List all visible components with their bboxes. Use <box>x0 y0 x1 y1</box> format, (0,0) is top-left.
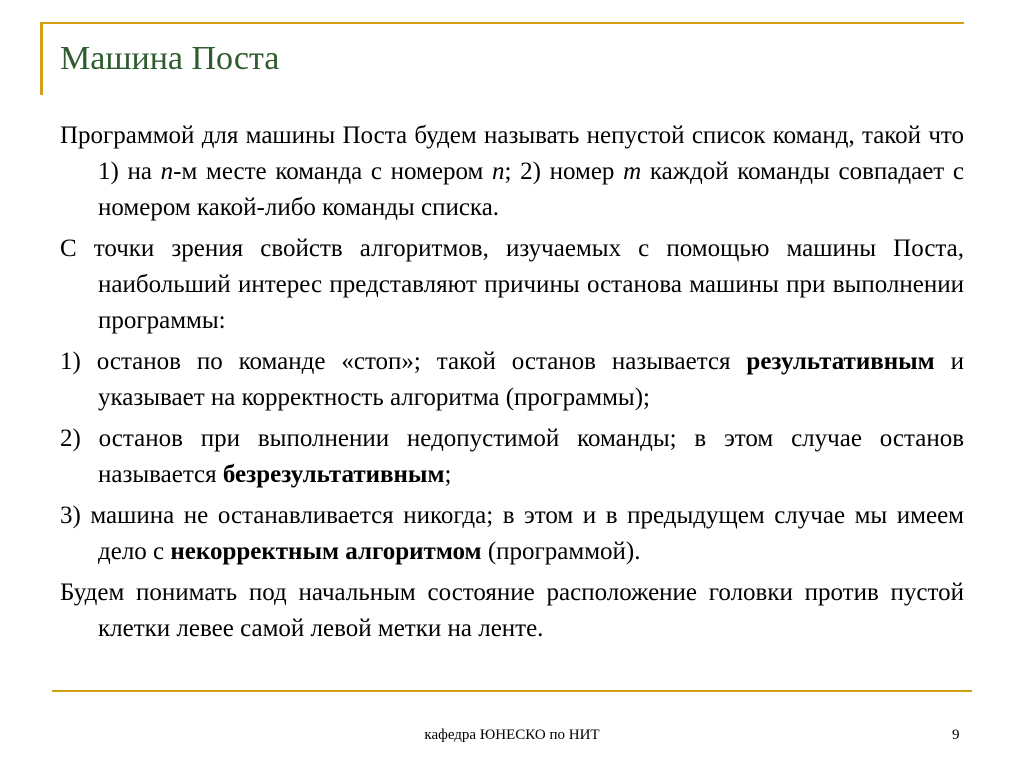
slide-body <box>60 118 964 652</box>
paragraph-text: ; 2) номер <box>504 158 624 185</box>
paragraph-text: Программой для машины Поста будем называть непустой список команд, такой что 1) на <box>60 122 964 185</box>
italic-variable: m <box>623 158 642 185</box>
page-number: 9 <box>952 727 960 743</box>
paragraph-text: 2) останов при выполнении недопустимой команды; в этом случае останов называется <box>60 425 964 488</box>
paragraph <box>60 575 964 647</box>
paragraph-text: и указывает на корректность алгоритма (программы); <box>98 348 964 411</box>
paragraph <box>60 118 964 226</box>
paragraph <box>60 498 964 570</box>
slide-footer: кафедра ЮНЕСКО по НИТ <box>424 727 600 743</box>
paragraph <box>60 344 964 416</box>
paragraph <box>60 421 964 493</box>
paragraph-text: Будем понимать под начальным состояние расположение головки против пустой клетки левее самой левой метки на ленте. <box>60 579 964 642</box>
paragraph <box>60 231 964 339</box>
paragraph-text: -м месте команда с номером <box>173 158 492 185</box>
paragraph-text: 1) останов по команде «стоп»; такой останов называется <box>60 348 747 375</box>
title-accent-bar <box>40 22 43 95</box>
bold-term: результативным <box>746 348 935 375</box>
bold-term: некорректным алгоритмом <box>170 538 482 565</box>
top-divider <box>40 22 964 24</box>
paragraph-text: (программой). <box>481 538 641 565</box>
slide-title: Машина Поста <box>60 40 280 77</box>
paragraph-text: С точки зрения свойств алгоритмов, изучаемых с помощью машины Поста, наибольший интерес представляют причины останова машины при выполнении программы: <box>60 235 964 334</box>
bottom-divider <box>52 690 972 692</box>
paragraph-text: ; <box>444 461 452 488</box>
paragraph-text: каждой команды совпадает с номером какой-либо команды списка. <box>98 158 964 221</box>
italic-variable: n <box>160 158 174 185</box>
bold-term: безрезультативным <box>222 461 445 488</box>
italic-variable: n <box>491 158 505 185</box>
paragraph-text: 3) машина не останавливается никогда; в этом и в предыдущем случае мы имеем дело с <box>60 502 964 565</box>
